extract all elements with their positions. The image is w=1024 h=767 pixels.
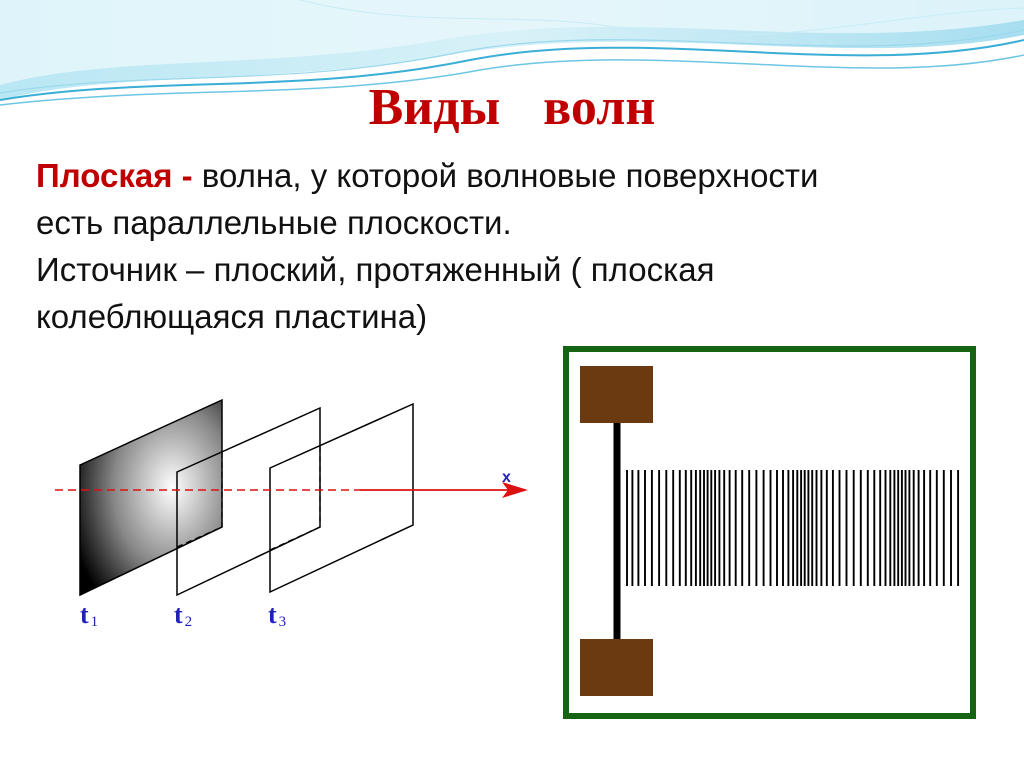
plate-bottom-mount: [580, 639, 653, 696]
time-label-t3: t $_3$: [268, 600, 287, 630]
definition-text: [36, 152, 996, 340]
definition-line-1: [36, 152, 996, 199]
term-flat-wave: Плоская -: [36, 157, 193, 194]
definition-line-3: Источник – плоский, протяженный ( плоская: [36, 251, 715, 288]
time-label-t2: t $_2$: [174, 600, 193, 630]
definition-line-1-rest: волна, у которой волновые поверхности: [192, 157, 819, 194]
plate-top-mount: [580, 366, 653, 423]
plane-t3: [270, 404, 413, 592]
time-label-t1: t $_1$: [80, 600, 99, 630]
oscillating-plate-diagram: [563, 346, 977, 720]
plane-wavefront-diagram: [40, 390, 540, 650]
plane-t1-shaded: [80, 400, 222, 595]
slide-title: Виды волн: [368, 79, 656, 136]
definition-line-2: есть параллельные плоскости.: [36, 204, 512, 241]
x-axis-label: x: [502, 469, 511, 486]
definition-line-4: колеблющаяся пластина): [36, 298, 428, 335]
